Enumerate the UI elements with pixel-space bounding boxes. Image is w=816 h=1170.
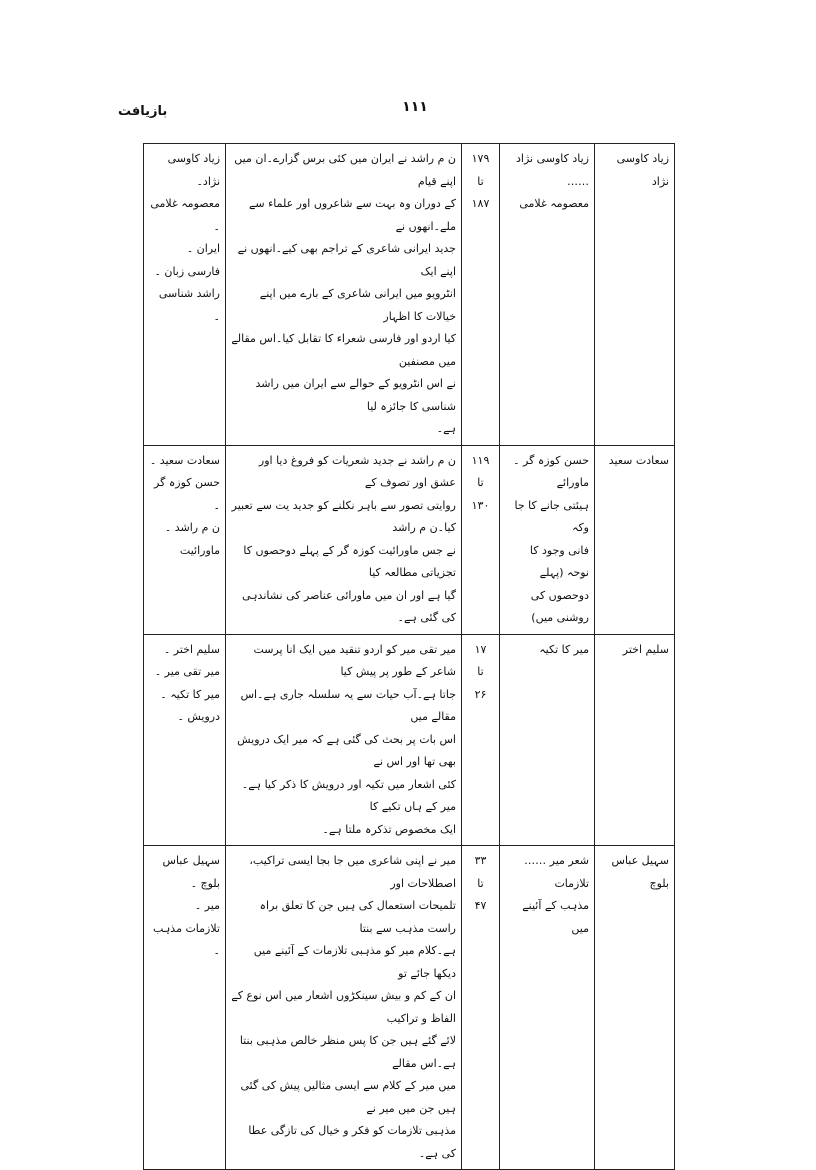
summary-line: روایتی تصور سے باہر نکلنے کو جدید یت سے تعبیر کیا۔ن م راشد (231, 498, 456, 534)
summary-cell (226, 445, 462, 634)
pages-cell (462, 634, 500, 846)
page-start: ۱۷ (474, 642, 487, 656)
summary-line: میں میر کے کلام سے ایسی مثالیں پیش کی گئی ہیں جن میں میر نے (240, 1079, 456, 1115)
keyword: سعادت سعید ۔ (149, 453, 220, 467)
title-line: ہیئتی جانے کا جا وکہ (514, 498, 589, 534)
page-number: ۱۱۱ (402, 99, 428, 115)
title-line: شعر میر ……تلازمات (524, 854, 589, 890)
keyword: زیاد کاوسی نژاد۔ (167, 152, 220, 188)
keywords-cell (144, 445, 226, 634)
author-name: سعادت سعید (608, 453, 669, 467)
summary-line: لائے گئے ہیں جن کا پس منظر خالص مذہبی بنتا ہے۔اس مقالے (239, 1034, 456, 1070)
author-cell (595, 634, 675, 846)
keywords-cell (144, 144, 226, 446)
summary-cell (226, 144, 462, 446)
table-row (144, 144, 675, 446)
summary-line: ن م راشد نے جدید شعریات کو فروغ دیا اور عشق اور تصوف کے (258, 453, 456, 489)
table-row (144, 634, 675, 846)
pages-cell (462, 445, 500, 634)
title-cell (500, 634, 595, 846)
page-start: ۳۳ (474, 854, 487, 867)
pages-cell (462, 846, 500, 1170)
summary-line: ہے۔کلام میر کو مذہبی تلازمات کے آئینے میں دیکھا جائے تو (253, 944, 456, 980)
table-row (144, 846, 675, 1170)
author-name: زیاد کاوسی نژاد (616, 152, 669, 188)
keyword: میر تقی میر ۔ (154, 665, 220, 678)
summary-line: انٹرویو میں ایرانی شاعری کے بارے میں اپنے خیالات کا اظہار (259, 287, 456, 323)
summary-line: میر تقی میر کو اردو تنقید میں ایک انا پرست شاعر کے طور پر پیش کیا (253, 642, 456, 678)
pages-cell (462, 144, 500, 446)
summary-line: جدید ایرانی شاعری کے تراجم بھی کیے۔انھوں نے اپنے ایک (237, 242, 456, 278)
keyword: ن م راشد ۔ (164, 521, 220, 534)
keyword: سہیل عباس بلوچ ۔ (162, 854, 220, 890)
keyword: سلیم اختر ۔ (163, 642, 220, 656)
summary-line: ہے۔ (436, 422, 456, 435)
keywords-cell (144, 846, 226, 1170)
summary-line: میر نے اپنی شاعری میں جا بجا ایسی تراکیب، اصطلاحات اور (249, 854, 456, 890)
keyword: تلازمات مذہب ۔ (153, 921, 220, 957)
page-to: تا (477, 665, 484, 678)
author-cell (595, 144, 675, 446)
page-to: تا (477, 174, 484, 188)
page-start: ۱۷۹ (471, 152, 490, 165)
summary-cell (226, 846, 462, 1170)
summary-line: تلمیحات استعمال کی ہیں جن کا تعلق براہ راست مذہب سے بنتا (259, 899, 456, 935)
summary-line: کے دوران وہ بہت سے شاعروں اور علماء سے ملے۔انھوں نے (248, 197, 456, 233)
page-end: ۱۳۰ (471, 498, 490, 512)
title-line: میر کا تکیہ (539, 642, 589, 656)
summary-line: نے اس انٹرویو کے حوالے سے ایران میں راشد شناسی کا جائزہ لیا (255, 377, 456, 413)
summary-line: ایک مخصوص تذکرہ ملتا ہے۔ (322, 822, 456, 836)
author-name: سہیل عباس بلوچ (611, 854, 669, 890)
summary-cell (226, 634, 462, 846)
summary-line: نے جس ماورائیت کوزہ گر کے پہلے دوحصوں کا تجزیاتی مطالعہ کیا (243, 543, 456, 579)
title-line: حسن کوزہ گر ۔ ماورائے (513, 453, 589, 489)
page-to: تا (477, 876, 484, 890)
summary-line: جاتا ہے۔آب حیات سے یہ سلسلہ جاری ہے۔اس مقالے میں (240, 687, 456, 723)
title-line: دوحصوں کی روشنی میں) (530, 588, 589, 624)
summary-line: کیا اردو اور فارسی شعراء کا تقابل کیا۔اس مقالے میں مصنفین (231, 332, 456, 368)
keyword: حسن کوزہ گر ۔ (154, 476, 220, 512)
author-cell (595, 846, 675, 1170)
summary-line: ان کے کم و بیش سینکڑوں اشعار میں اس نوع کے الفاظ و تراکیب (231, 989, 456, 1025)
keyword: ماورائیت (179, 543, 220, 557)
page-end: ۱۸۷ (471, 197, 490, 210)
title-line: زیاد کاوسی نژاد …… (516, 152, 589, 188)
keyword: معصومہ غلامی ۔ (150, 197, 220, 233)
page-start: ۱۱۹ (471, 453, 490, 467)
keyword: میر ۔ (194, 899, 220, 912)
page-end: ۴۷ (474, 899, 487, 912)
page-end: ۲۶ (474, 687, 487, 701)
title-line: معصومہ غلامی (519, 197, 589, 210)
title-cell (500, 144, 595, 446)
keyword: راشد شناسی ۔ (158, 287, 220, 323)
title-cell (500, 846, 595, 1170)
journal-title: بازیافت (118, 104, 168, 119)
summary-line: کئی اشعار میں تکیہ اور درویش کا ذکر کیا ہے۔میر کے ہاں تکیے کا (241, 777, 456, 813)
summary-line: گیا ہے اور ان میں ماورائی عناصر کی نشاندہی کی گئی ہے۔ (241, 588, 456, 624)
author-cell (595, 445, 675, 634)
author-name: سلیم اختر (622, 642, 669, 656)
keywords-cell (144, 634, 226, 846)
page-to: تا (477, 476, 484, 489)
title-cell (500, 445, 595, 634)
title-line: مذہب کے آئینے میں (522, 899, 589, 935)
summary-line: مذہبی تلازمات کو فکر و خیال کی تازگی عطا کی ہے۔ (248, 1124, 456, 1160)
keyword: درویش ۔ (177, 710, 220, 723)
keyword: میر کا تکیہ ۔ (160, 687, 220, 701)
keyword: ایران ۔ (186, 242, 220, 255)
title-line: فانی وجود کا نوحہ (پہلے (529, 543, 589, 579)
table-row (144, 445, 675, 634)
summary-line: اس بات پر بحث کی گئی ہے کہ میر ایک درویش بھی تھا اور اس نے (237, 732, 456, 768)
keyword: فارسی زبان ۔ (154, 264, 220, 278)
summary-line: ن م راشد نے ایران میں کئی برس گزارے۔ان میں اپنے قیام (234, 152, 456, 188)
article-index-table (143, 143, 675, 1170)
